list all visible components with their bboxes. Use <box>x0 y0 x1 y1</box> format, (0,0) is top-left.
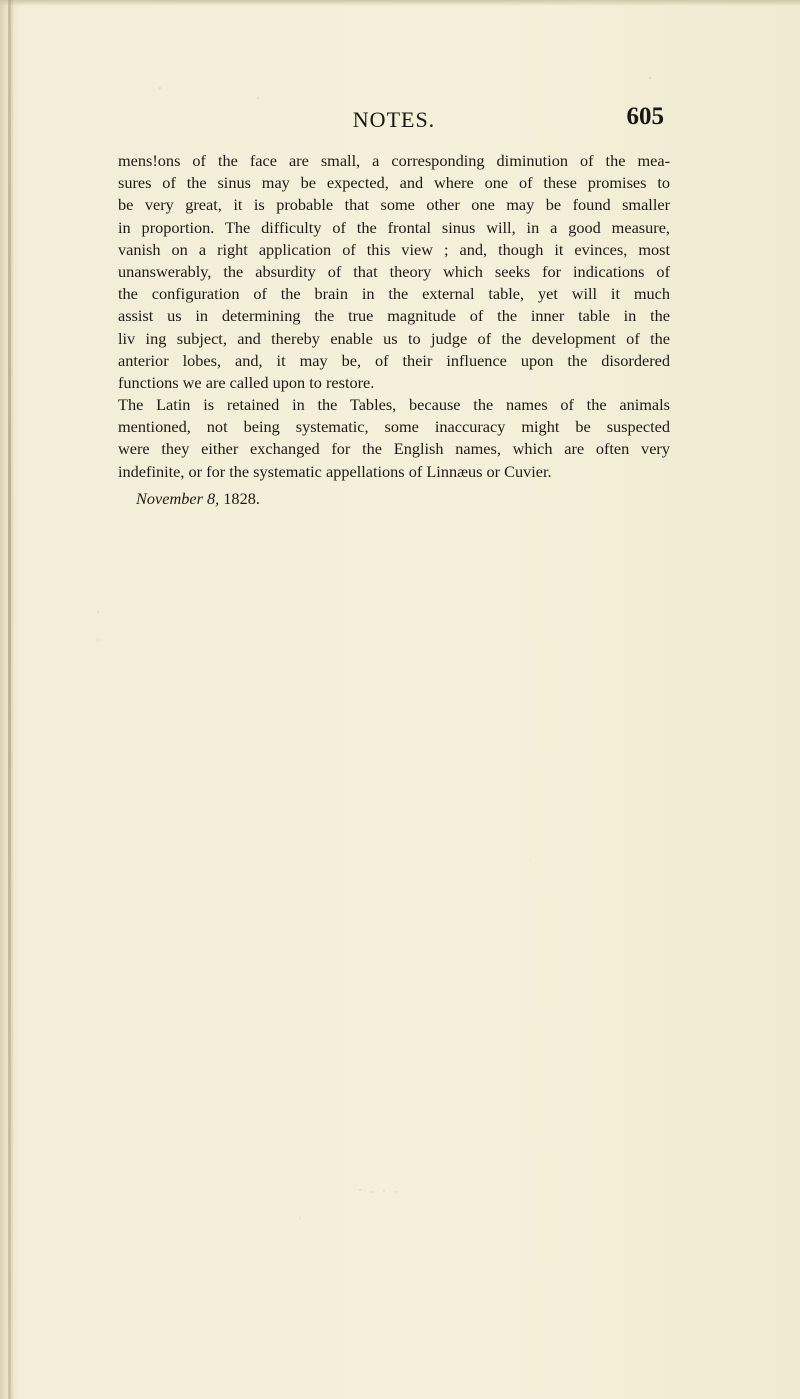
text-line: were they either exchanged for the English names, which are often very <box>118 439 670 459</box>
text-line: be very great, it is probable that some other one may be found smaller <box>118 195 670 215</box>
text-line: functions we are called upon to restore. <box>118 372 375 392</box>
text-line: assist us in determining the true magnitude of the inner table in the <box>118 306 670 326</box>
text-line: mentioned, not being systematic, some inaccuracy might be suspected <box>118 417 670 437</box>
page-number: 605 <box>626 103 664 130</box>
text-line: mens!ons of the face are small, a corresponding diminution of the mea- <box>118 151 670 170</box>
dateline-year: 1828. <box>223 488 260 508</box>
text-line: in proportion. The difficulty of the frontal sinus will, in a good measure, <box>118 217 670 237</box>
text-line: sures of the sinus may be expected, and where one of these promises to <box>118 173 670 193</box>
text-line: vanish on a right application of this view ; and, though it evinces, most <box>118 239 670 259</box>
text-line: indefinite, or for the systematic appellations of Linnæus or Cuvier. <box>118 461 552 481</box>
running-head: NOTES. <box>352 107 436 132</box>
text-line: The Latin is retained in the Tables, because the names of the animals <box>118 395 670 415</box>
text-line: liv ing subject, and thereby enable us to judge of the development of the <box>118 328 670 348</box>
text-line: unanswerably, the absurdity of that theory which seeks for indications of <box>118 261 670 281</box>
text-line: anterior lobes, and, it may be, of their influence upon the disordered <box>118 350 670 370</box>
text-line: the configuration of the brain in the external table, yet will it much <box>118 284 670 304</box>
dateline-month-day: November 8, <box>136 488 220 508</box>
